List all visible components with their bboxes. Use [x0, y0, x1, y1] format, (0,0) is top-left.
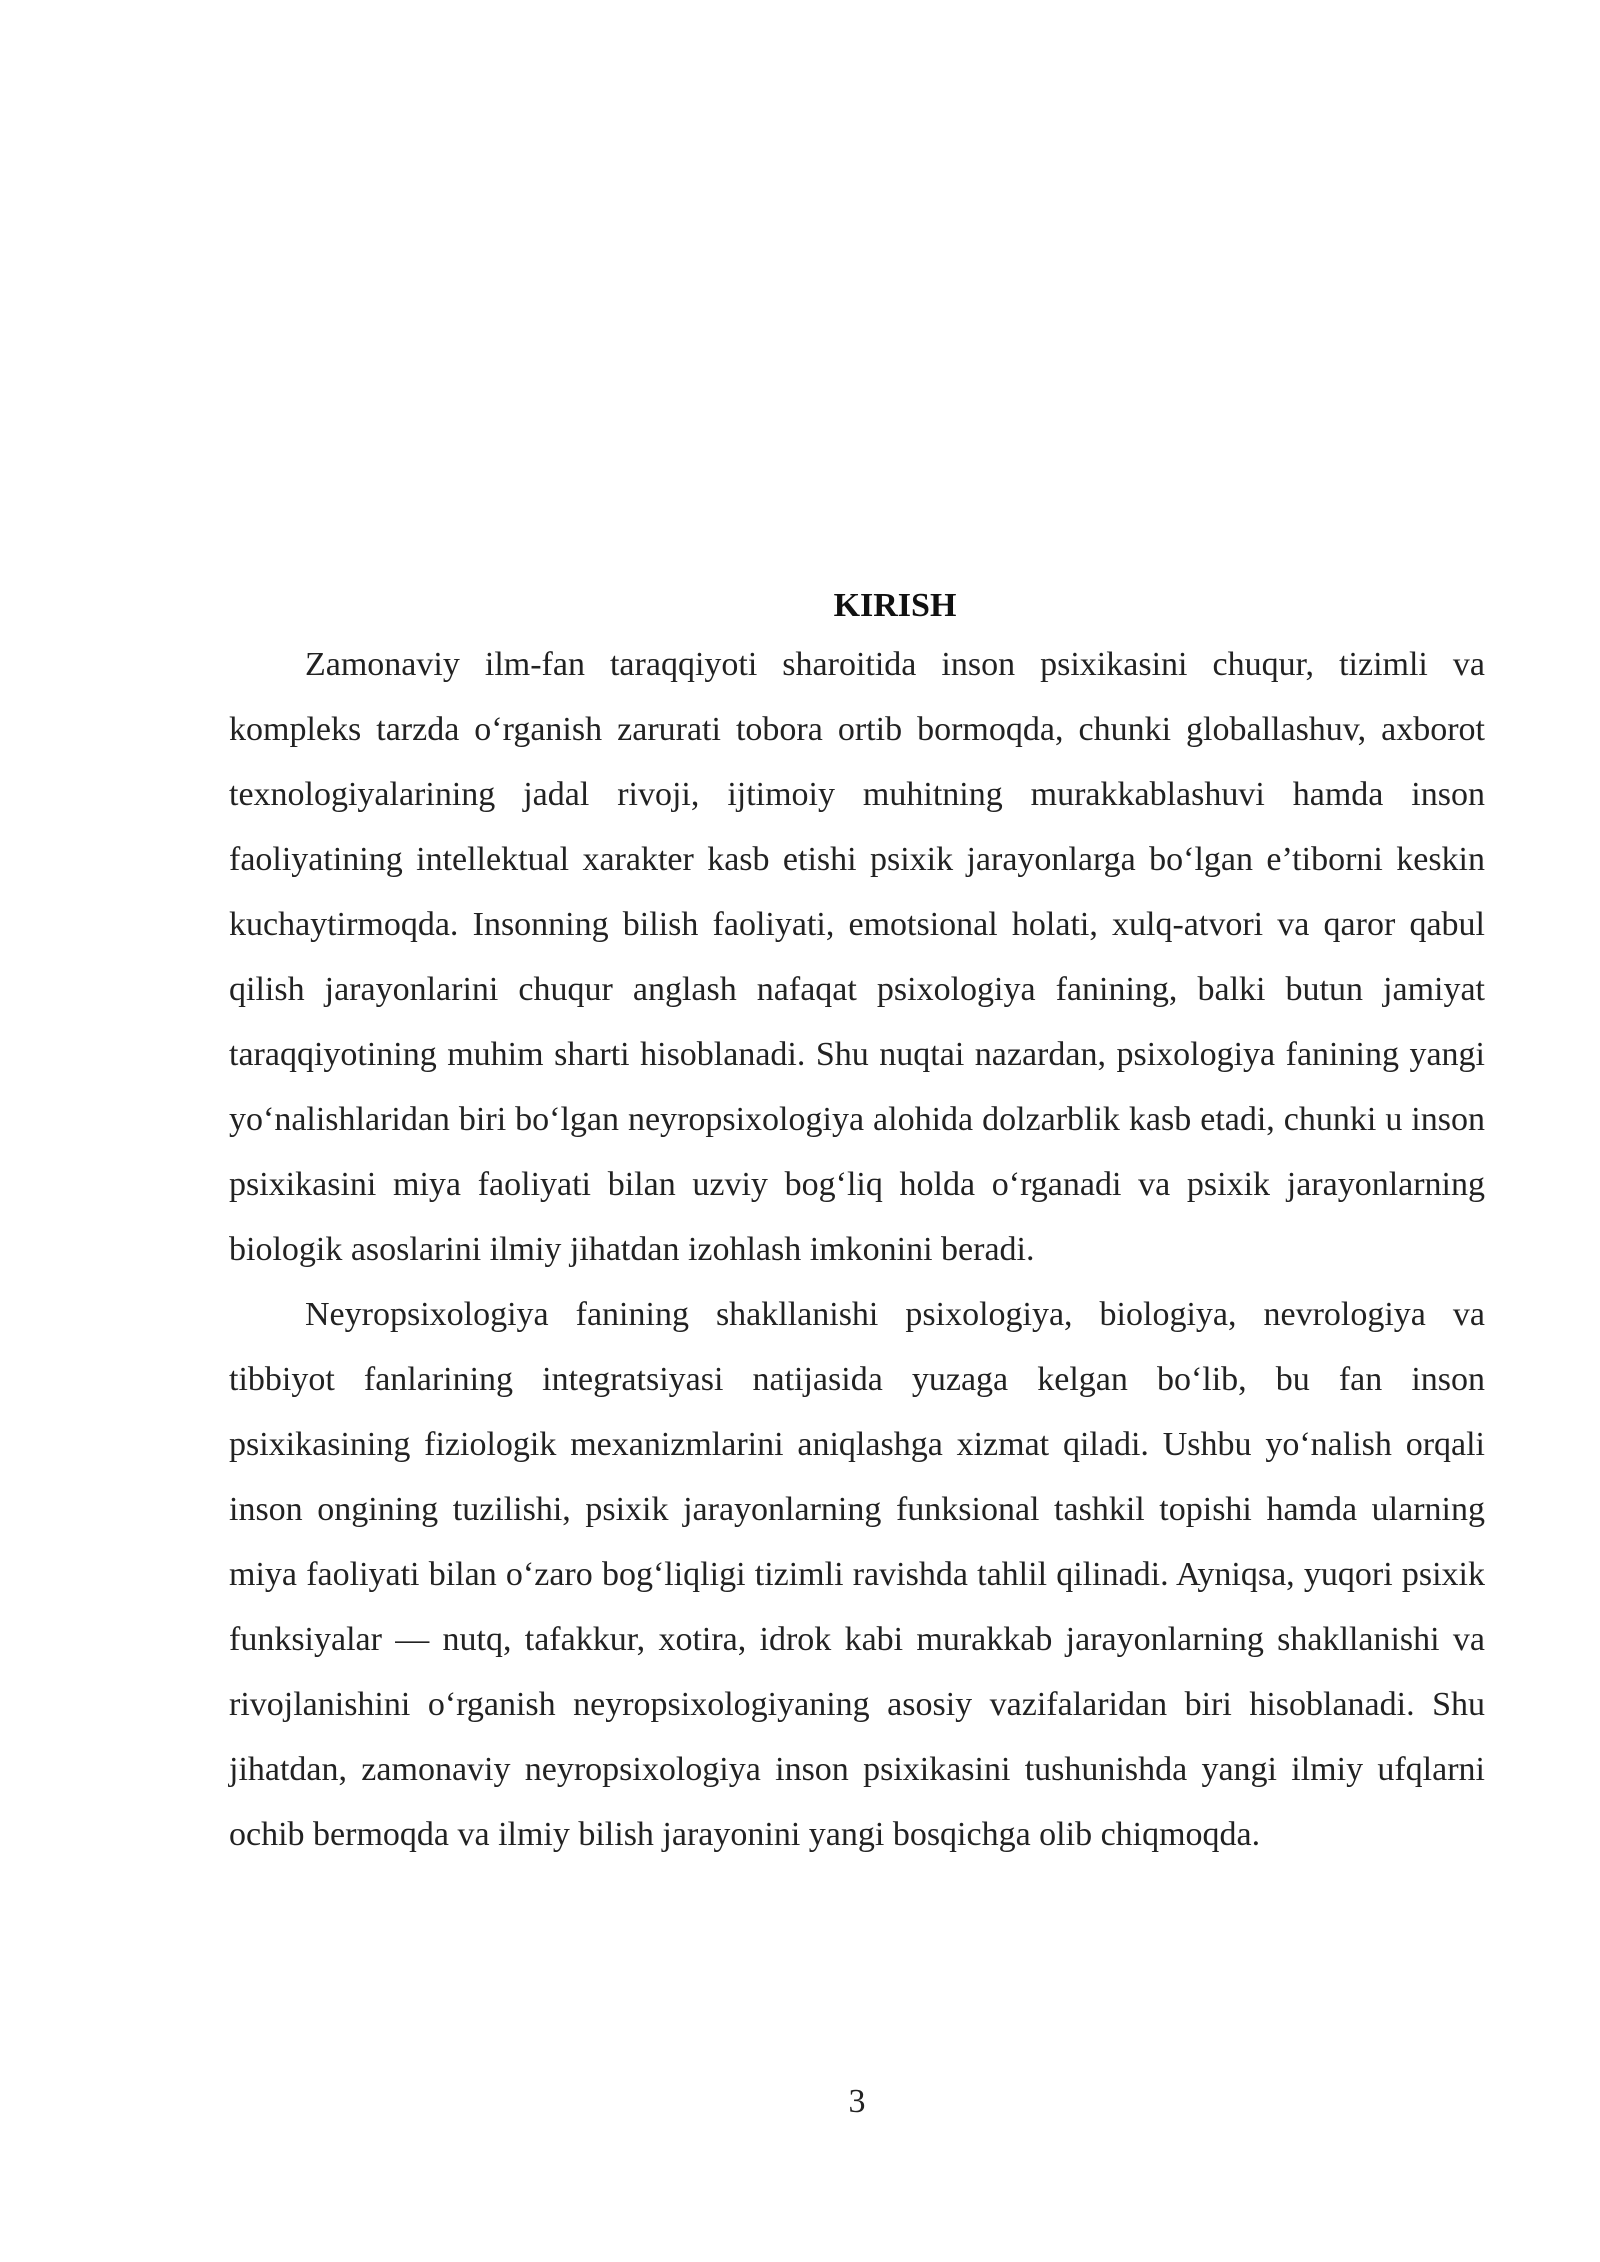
page-content [229, 580, 1485, 1867]
page-number: 3 [848, 2083, 866, 2120]
section-heading: KIRISH [833, 587, 957, 624]
paragraph-1: Zamonaviy ilm-fan taraqqiyoti sharoitida inson psixikasini chuqur, tizimli va kompleks tarzda o‘rganish zarurati tobora ortib bormoqda, chunki globallashuv, axborot texnologiyalarining jadal rivoji, ijtimoiy muhitning murakkablashuvi hamda inson faoliyatining intellektual xarakter kasb etishi psixik jarayonlarga bo‘lgan e’tiborni keskin kuchaytirmoqda. Insonning bilish faoliyati, emotsional holati, xulq-atvori va qaror qabul qilish jarayonlarini chuqur anglash nafaqat psixologiya fanining, balki butun jamiyat taraqqiyotining muhim sharti hisoblanadi. Shu nuqtai nazardan, psixologiya fanining yangi yo‘nalishlaridan biri bo‘lgan neyropsixologiya alohida dolzarblik kasb etadi, chunki u inson psixikasini miya faoliyati bilan uzviy bog‘liq holda o‘rganadi va psixik jarayonlarning biologik asoslarini ilmiy jihatdan izohlash imkonini beradi. [229, 646, 1485, 1268]
paragraph-2: Neyropsixologiya fanining shakllanishi psixologiya, biologiya, nevrologiya va tibbiyot fanlarining integratsiyasi natijasida yuzaga kelgan bo‘lib, bu fan inson psixikasining fiziologik mexanizmlarini aniqlashga xizmat qiladi. Ushbu yo‘nalish orqali inson ongining tuzilishi, psixik jarayonlarning funksional tashkil topishi hamda ularning miya faoliyati bilan o‘zaro bog‘liqligi tizimli ravishda tahlil qilinadi. Ayniqsa, yuqori psixik funksiyalar — nutq, tafakkur, xotira, idrok kabi murakkab jarayonlarning shakllanishi va rivojlanishini o‘rganish neyropsixologiyaning asosiy vazifalaridan biri hisoblanadi. Shu jihatdan, zamonaviy neyropsixologiya inson psixikasini tushunishda yangi ilmiy ufqlarni ochib bermoqda va ilmiy bilish jarayonini yangi bosqichga olib chiqmoqda. [229, 1296, 1485, 1853]
